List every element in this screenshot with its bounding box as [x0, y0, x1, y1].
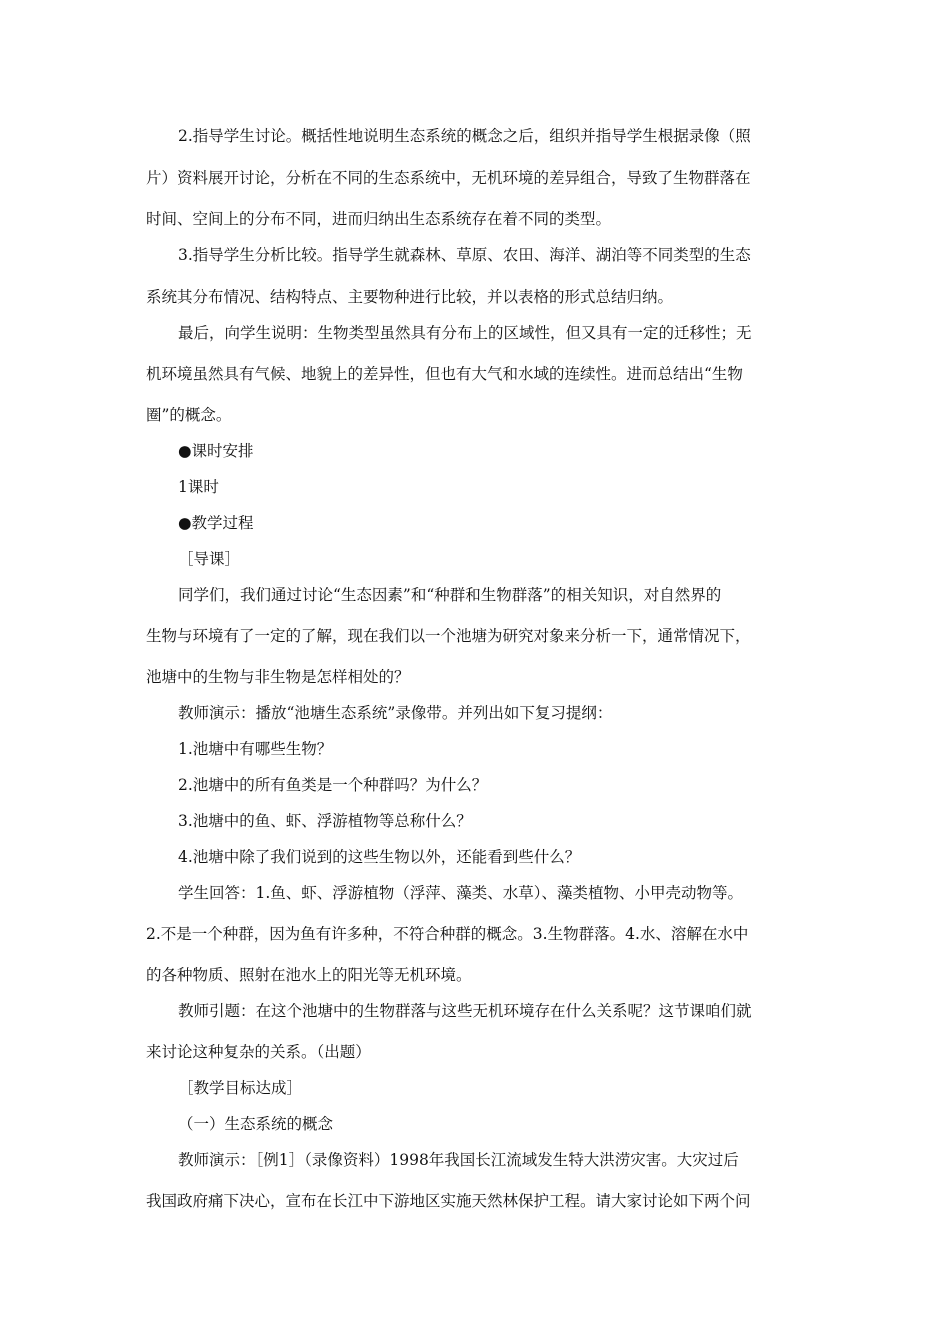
paragraph-line: 同学们，我们通过讨论“生态因素”和“种群和生物群落”的相关知识，对自然界的 — [178, 586, 722, 604]
section-heading: ●教学过程 — [178, 514, 254, 532]
paragraph-line: 片）资料展开讨论，分析在不同的生态系统中，无机环境的差异组合，导致了生物群落在 — [146, 169, 751, 187]
paragraph-line: 池塘中的生物与非生物是怎样相处的？ — [146, 668, 410, 686]
subsection-heading: ［教学目标达成］ — [178, 1079, 303, 1097]
paragraph-line: 我国政府痛下决心，宣布在长江中下游地区实施天然林保护工程。请大家讨论如下两个问 — [146, 1192, 751, 1210]
paragraph-line: 机环境虽然具有气候、地貌上的差异性，但也有大气和水域的连续性。进而总结出“生物 — [146, 365, 743, 383]
paragraph-line: 1课时 — [178, 478, 219, 496]
paragraph-line: 2.不是一个种群，因为鱼有许多种，不符合种群的概念。3.生物群落。4.水、溶解在水中 — [146, 925, 749, 943]
paragraph-line: 最后，向学生说明：生物类型虽然具有分布上的区域性，但又具有一定的迁移性；无 — [178, 324, 752, 342]
subsection-heading: （一）生态系统的概念 — [178, 1115, 334, 1133]
paragraph-line: 时间、空间上的分布不同，进而归纳出生态系统存在着不同的类型。 — [146, 210, 612, 228]
list-item: 1.池塘中有哪些生物？ — [178, 740, 333, 758]
paragraph-line: 学生回答：1.鱼、虾、浮游植物（浮萍、藻类、水草）、藻类植物、小甲壳动物等。 — [178, 884, 744, 902]
paragraph-line: 来讨论这种复杂的关系。（出题） — [146, 1043, 371, 1061]
paragraph-line: 圈”的概念。 — [146, 406, 232, 424]
section-heading: ●课时安排 — [178, 442, 254, 460]
paragraph-line: 生物与环境有了一定的了解，现在我们以一个池塘为研究对象来分析一下，通常情况下， — [146, 627, 751, 645]
paragraph-line: 3.指导学生分析比较。指导学生就森林、草原、农田、海洋、湖泊等不同类型的生态 — [178, 246, 751, 264]
list-item: 3.池塘中的鱼、虾、浮游植物等总称什么？ — [178, 812, 472, 830]
subsection-heading: ［导课］ — [178, 550, 241, 568]
paragraph-line: 系统其分布情况、结构特点、主要物种进行比较，并以表格的形式总结归纳。 — [146, 288, 674, 306]
paragraph-line: 的各种物质、照射在池水上的阳光等无机环境。 — [146, 966, 472, 984]
paragraph-line: 教师演示：播放“池塘生态系统”录像带。并列出如下复习提纲： — [178, 704, 613, 722]
list-item: 2.池塘中的所有鱼类是一个种群吗？为什么？ — [178, 776, 488, 794]
paragraph-line: 教师引题：在这个池塘中的生物群落与这些无机环境存在什么关系呢？这节课咱们就 — [178, 1002, 752, 1020]
paragraph-line: 教师演示：［例1］（录像资料）1998年我国长江流域发生特大洪涝灾害。大灾过后 — [178, 1151, 739, 1169]
paragraph-line: 2.指导学生讨论。概括性地说明生态系统的概念之后，组织并指导学生根据录像（照 — [178, 127, 751, 145]
list-item: 4.池塘中除了我们说到的这些生物以外，还能看到些什么？ — [178, 848, 581, 866]
